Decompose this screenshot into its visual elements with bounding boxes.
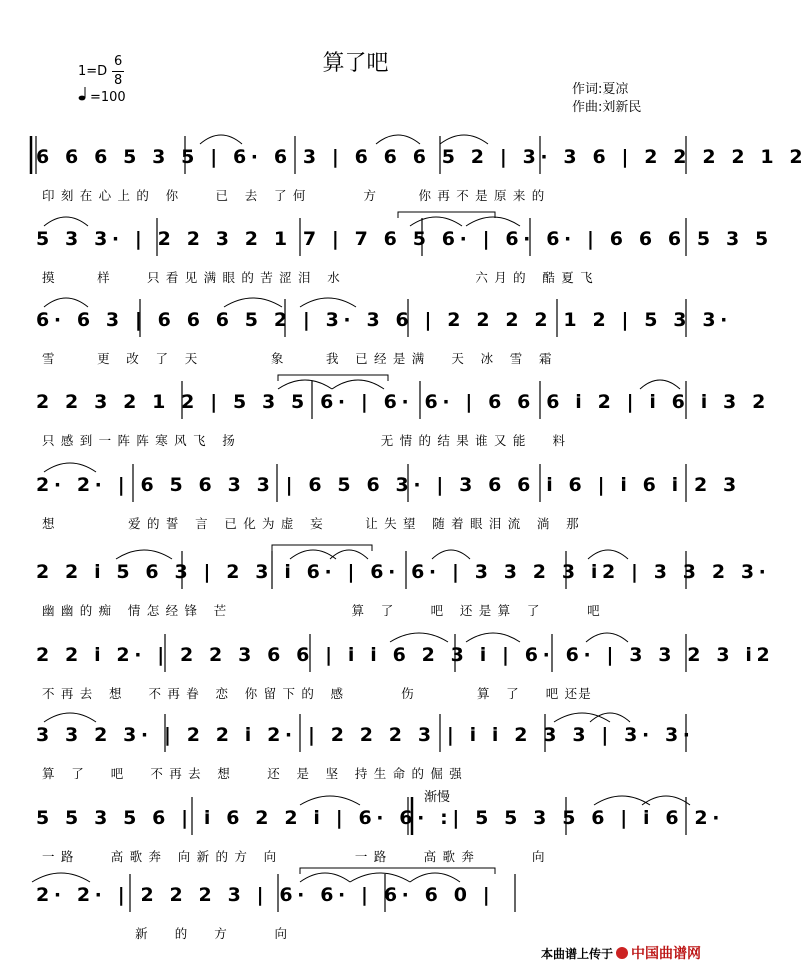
slur-arc — [330, 550, 368, 559]
tuplet-bracket — [278, 375, 388, 381]
site-name: 中国曲谱网 — [631, 946, 701, 962]
slur-arc — [350, 873, 410, 882]
note-sequence: 2· 2· | 2 2 2 3 | 6· 6· | 6· 6 0 | — [36, 884, 495, 906]
lyric-line: 雪 更 改 了 天 象 我 已 经 是 满 天 冰 雪 霜 — [42, 351, 553, 366]
lyricist-credit: 作词:夏凉 — [572, 82, 629, 97]
note-sequence: 2· 2· | 6 5 6 3 3 | 6 5 6 3· | 3 6 6 i 6 | i 6 i 2 3 — [36, 474, 741, 496]
slur-arc — [586, 633, 628, 642]
slur-arc — [44, 298, 88, 307]
upload-credit — [541, 943, 701, 963]
slur-arc — [466, 633, 520, 642]
key-signature: 1=D — [78, 64, 108, 79]
staff-lines — [0, 458, 741, 558]
slur-arc — [44, 217, 88, 226]
slur-arc — [116, 550, 172, 559]
tempo-change-marking: 渐慢 — [424, 790, 451, 805]
lyric-line: 算 了 吧 不 再 去 想 还 是 坚 持 生 命 的 倔 强 — [42, 766, 463, 781]
note-sequence: 2 2 i 2· | 2 2 3 6 6 | i i 6 2 3 i | 6· 6· | 3 3 2 3 i2 — [36, 644, 775, 666]
slur-arc — [390, 633, 448, 642]
note-sequence: 3 3 2 3· | 2 2 i 2· | 2 2 2 3 | i i 2 3 3 | 3· 3· — [36, 724, 695, 746]
slur-arc — [332, 380, 384, 389]
slur-arc — [590, 713, 630, 722]
slur-arc — [300, 796, 360, 805]
note-sequence: 5 3 3· | 2 2 3 2 1 7 | 7 6 5 6· | 6· 6· | 6 6 6 5 3 5 — [36, 228, 773, 250]
tempo-marking: =100 — [90, 90, 126, 105]
note-sequence: 2 2 i 5 6 3 | 2 3 i 6· | 6· 6· | 3 3 2 3 i2 | 3 3 2 3· — [36, 561, 771, 583]
time-signature-bar — [112, 71, 124, 72]
slur-arc — [200, 135, 242, 144]
slur-arc — [300, 873, 350, 882]
slur-arc — [44, 713, 96, 722]
lyric-line: 想 爱 的 誓 言 已 化 为 虚 妄 让 失 望 随 着 眼 泪 流 淌 那 — [42, 516, 580, 531]
note-sequence: 6· 6 3 | 6 6 6 5 2 | 3· 3 6 | 2 2 2 2 1 2 | 5 3 3· — [36, 309, 732, 331]
slur-arc — [594, 796, 650, 805]
lyric-line: 印 刻 在 心 上 的 你 已 去 了 何 方 你 再 不 是 原 来 的 — [42, 188, 546, 203]
lyric-line: 摸 样 只 看 见 满 眼 的 苦 涩 泪 水 六 月 的 酷 夏 飞 — [42, 270, 594, 285]
lyric-line: 不 再 去 想 不 再 眷 恋 你 留 下 的 感 伤 算 了 吧 还是 — [42, 686, 593, 701]
slur-arc — [278, 380, 332, 389]
slur-arc — [466, 217, 520, 226]
note-sequence: 5 5 3 5 6 | i 6 2 2 i | 6· 6· :| 5 5 3 5 6 | i 6 2· — [36, 807, 725, 829]
quarter-note-icon — [78, 86, 88, 100]
slur-arc — [640, 380, 680, 389]
site-logo-icon — [616, 947, 628, 959]
page-title: 算了吧 — [322, 51, 389, 76]
slur-arc — [410, 873, 460, 882]
slur-arc — [44, 463, 96, 472]
lyric-line: 幽 幽 的 痴 情 怎 经 锋 芒 算 了 吧 还 是 算 了 吧 — [42, 603, 601, 618]
staff-row — [0, 458, 741, 558]
slur-arc — [410, 217, 462, 226]
lyric-line: 一 路 高 歌 奔 向 新 的 方 向 一 路 高 歌 奔 向 — [42, 849, 546, 864]
time-signature-denominator: 8 — [114, 73, 123, 88]
note-sequence: 2 2 3 2 1 2 | 5 3 5 6· | 6· 6· | 6 6 6 i 2 | i 6 i 3 2 — [36, 391, 770, 413]
tuplet-bracket — [272, 545, 372, 551]
slur-arc — [588, 550, 628, 559]
upload-text: 本曲谱上传于 — [540, 947, 613, 961]
lyric-line: 新 的 方 向 — [42, 926, 289, 941]
slur-arc — [224, 298, 282, 307]
time-signature-numerator: 6 — [114, 54, 123, 69]
note-sequence: 6 6 6 5 3 5 | 6· 6 3 | 6 6 6 5 2 | 3· 3 6 | 2 2 2 2 1 2 — [36, 146, 807, 168]
lyric-line: 只 感 到 一 阵 阵 寒 风 飞 扬 无 情 的 结 果 谁 又 能 料 — [42, 433, 567, 448]
slur-arc — [376, 135, 420, 144]
slur-arc — [642, 796, 690, 805]
slur-arc — [300, 298, 356, 307]
slur-arc — [432, 550, 470, 559]
composer-credit: 作曲:刘新民 — [572, 100, 642, 115]
slur-arc — [32, 873, 90, 882]
tuplet-bracket — [398, 212, 495, 218]
slur-arc — [290, 550, 336, 559]
slur-arc — [440, 135, 488, 144]
